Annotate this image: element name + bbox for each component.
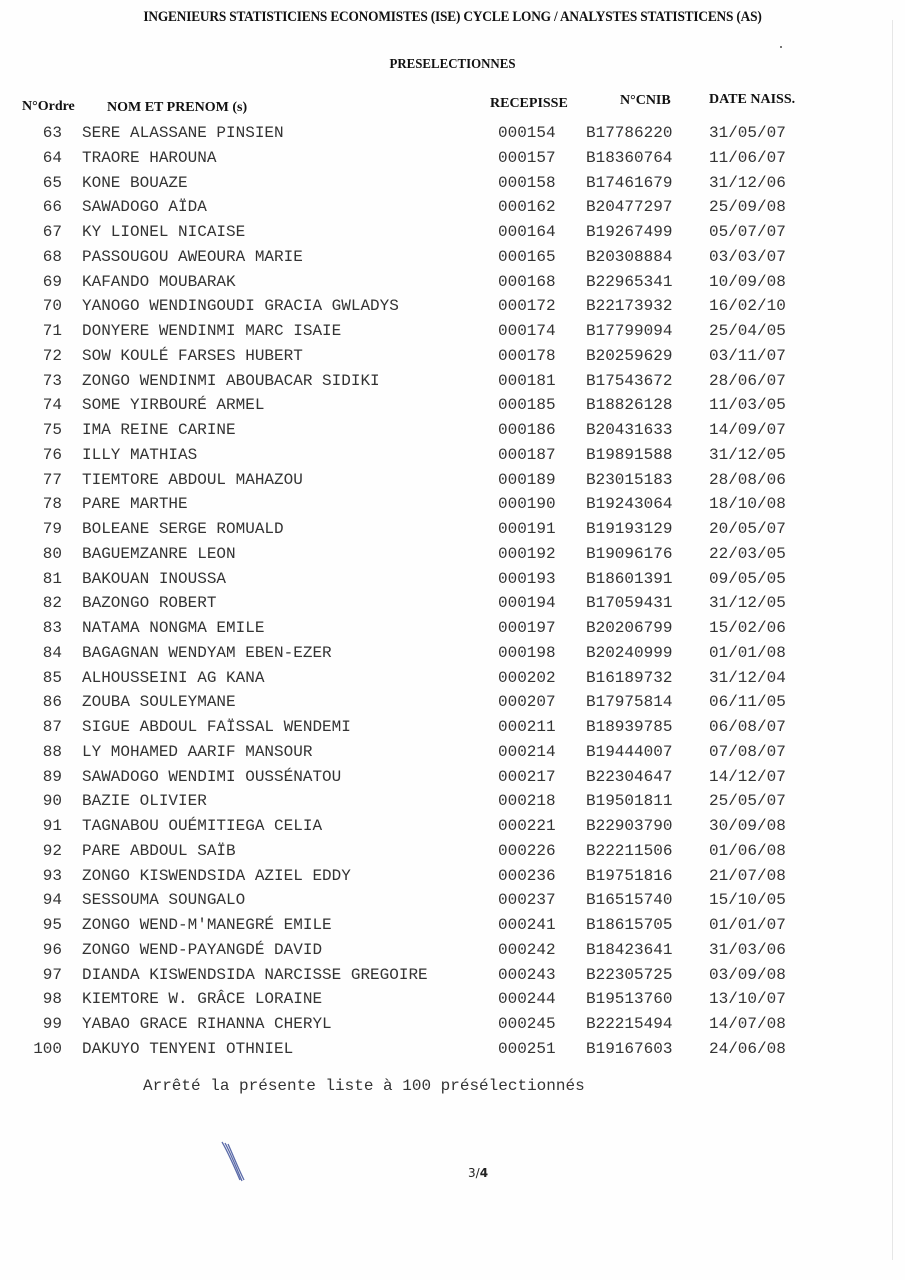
row-cnib: B19891588 <box>586 445 673 464</box>
document-subtitle: PRESELECTIONNES <box>389 57 516 72</box>
row-receipt: 000214 <box>498 742 556 761</box>
row-order: 100 <box>33 1039 62 1058</box>
row-order: 82 <box>42 594 62 613</box>
row-birth-date: 11/06/07 <box>709 148 786 167</box>
table-row <box>0 891 905 916</box>
document-title: INGENIEURS STATISTICIENS ECONOMISTES (ISE) CYCLE LONG / ANALYSTES STATISTICENS (AS) <box>143 9 762 25</box>
row-receipt: 000178 <box>498 346 556 365</box>
row-order: 97 <box>42 965 62 984</box>
table-row <box>0 570 905 595</box>
row-birth-date: 30/09/08 <box>709 817 786 835</box>
page-number <box>468 1166 488 1180</box>
table-row <box>0 941 905 966</box>
row-order: 89 <box>42 767 62 786</box>
row-order: 90 <box>42 792 62 811</box>
closing-statement: Arrêté la présente liste à 100 présélectionnés <box>143 1077 585 1095</box>
table-row <box>0 743 905 768</box>
row-name: YABAO GRACE RIHANNA CHERYL <box>82 1015 332 1033</box>
row-name: SOME YIRBOURÉ ARMEL <box>82 396 265 415</box>
row-birth-date: 31/03/06 <box>709 940 786 959</box>
row-cnib: B20206799 <box>586 619 673 637</box>
page-total: 4 <box>479 1166 489 1180</box>
row-birth-date: 01/06/08 <box>709 841 786 860</box>
table-row <box>0 174 905 199</box>
row-receipt: 000243 <box>498 965 556 984</box>
row-cnib: B20308884 <box>586 247 673 266</box>
table-row <box>0 867 905 892</box>
row-receipt: 000251 <box>498 1039 556 1058</box>
table-row <box>0 248 905 273</box>
row-cnib: B20431633 <box>586 421 673 439</box>
row-name: DONYERE WENDINMI MARC ISAIE <box>82 322 342 340</box>
row-name: KY LIONEL NICAISE <box>82 223 246 241</box>
table-row <box>0 273 905 298</box>
table-row <box>0 693 905 718</box>
row-birth-date: 13/10/07 <box>709 990 786 1009</box>
row-cnib: B19444007 <box>586 742 673 761</box>
row-cnib: B19267499 <box>586 223 673 241</box>
row-birth-date: 20/05/07 <box>709 520 786 538</box>
row-name: DIANDA KISWENDSIDA NARCISSE GREGOIRE <box>82 965 428 984</box>
row-receipt: 000194 <box>498 594 556 613</box>
column-header-cnib: N°CNIB <box>620 93 671 108</box>
row-cnib: B19096176 <box>586 544 673 563</box>
row-birth-date: 31/12/05 <box>709 594 786 613</box>
row-order: 80 <box>42 544 62 563</box>
row-receipt: 000158 <box>498 173 556 192</box>
page-current: 3 <box>468 1166 476 1180</box>
column-header-order: N°Ordre <box>22 99 75 114</box>
row-order: 96 <box>42 940 62 959</box>
table-row <box>0 1015 905 1040</box>
row-order: 85 <box>42 668 62 687</box>
row-receipt: 000162 <box>498 198 556 217</box>
row-name: BOLEANE SERGE ROMUALD <box>82 520 284 538</box>
row-name: SESSOUMA SOUNGALO <box>82 891 246 910</box>
row-order: 70 <box>42 297 62 316</box>
table-row <box>0 396 905 421</box>
row-birth-date: 31/12/06 <box>709 173 786 192</box>
row-cnib: B16515740 <box>586 891 673 910</box>
row-receipt: 000193 <box>498 569 556 588</box>
column-header-name: NOM ET PRENOM (s) <box>107 100 248 115</box>
row-receipt: 000221 <box>498 817 556 835</box>
row-name: KAFANDO MOUBARAK <box>82 272 236 291</box>
row-name: SAWADOGO AÏDA <box>82 198 207 217</box>
row-order: 73 <box>42 371 62 390</box>
row-birth-date: 03/09/08 <box>709 965 786 984</box>
table-row <box>0 124 905 149</box>
row-cnib: B20240999 <box>586 643 673 662</box>
row-cnib: B22304647 <box>586 767 673 786</box>
row-cnib: B18615705 <box>586 916 673 934</box>
row-cnib: B18939785 <box>586 718 673 736</box>
row-order: 76 <box>42 445 62 464</box>
row-receipt: 000164 <box>498 223 556 241</box>
row-birth-date: 03/03/07 <box>709 247 786 266</box>
row-cnib: B16189732 <box>586 668 673 687</box>
row-name: PARE MARTHE <box>82 495 188 514</box>
row-name: YANOGO WENDINGOUDI GRACIA GWLADYS <box>82 297 399 316</box>
row-receipt: 000207 <box>498 693 556 712</box>
row-order: 98 <box>42 990 62 1009</box>
row-receipt: 000186 <box>498 421 556 439</box>
table-row <box>0 446 905 471</box>
row-order: 66 <box>42 198 62 217</box>
row-receipt: 000154 <box>498 124 556 142</box>
scan-speck <box>780 46 782 48</box>
row-name: ILLY MATHIAS <box>82 445 198 464</box>
row-birth-date: 14/12/07 <box>709 767 786 786</box>
row-cnib: B23015183 <box>586 470 673 489</box>
row-name: NATAMA NONGMA EMILE <box>82 619 265 637</box>
row-name: PARE ABDOUL SAÏB <box>82 841 236 860</box>
row-birth-date: 31/12/05 <box>709 445 786 464</box>
row-receipt: 000241 <box>498 916 556 934</box>
row-receipt: 000165 <box>498 247 556 266</box>
row-order: 91 <box>42 817 62 835</box>
row-order: 94 <box>42 891 62 910</box>
row-receipt: 000211 <box>498 718 556 736</box>
row-order: 84 <box>42 643 62 662</box>
row-cnib: B20477297 <box>586 198 673 217</box>
row-cnib: B22215494 <box>586 1015 673 1033</box>
row-order: 86 <box>42 693 62 712</box>
row-cnib: B17799094 <box>586 322 673 340</box>
row-cnib: B22305725 <box>586 965 673 984</box>
row-cnib: B22965341 <box>586 272 673 291</box>
row-receipt: 000168 <box>498 272 556 291</box>
row-name: LY MOHAMED AARIF MANSOUR <box>82 742 313 761</box>
row-cnib: B19243064 <box>586 495 673 514</box>
row-cnib: B17059431 <box>586 594 673 613</box>
row-name: SIGUE ABDOUL FAÏSSAL WENDEMI <box>82 718 351 736</box>
table-row <box>0 792 905 817</box>
table-row <box>0 594 905 619</box>
table-row <box>0 669 905 694</box>
row-name: SOW KOULÉ FARSES HUBERT <box>82 346 303 365</box>
row-order: 75 <box>42 421 62 439</box>
table-row <box>0 322 905 347</box>
row-name: ZONGO WENDINMI ABOUBACAR SIDIKI <box>82 371 380 390</box>
row-name: ZOUBA SOULEYMANE <box>82 693 236 712</box>
row-receipt: 000198 <box>498 643 556 662</box>
row-order: 64 <box>42 148 62 167</box>
row-name: DAKUYO TENYENI OTHNIEL <box>82 1039 294 1058</box>
row-order: 78 <box>42 495 62 514</box>
row-name: KIEMTORE W. GRÂCE LORAINE <box>82 990 323 1009</box>
row-cnib: B22173932 <box>586 297 673 316</box>
table-row <box>0 421 905 446</box>
row-birth-date: 25/09/08 <box>709 198 786 217</box>
row-order: 93 <box>42 866 62 885</box>
row-birth-date: 28/06/07 <box>709 371 786 390</box>
row-receipt: 000244 <box>498 990 556 1009</box>
row-name: KONE BOUAZE <box>82 173 188 192</box>
row-order: 95 <box>42 916 62 934</box>
row-name: SERE ALASSANE PINSIEN <box>82 124 284 142</box>
row-birth-date: 31/05/07 <box>709 124 786 142</box>
row-name: SAWADOGO WENDIMI OUSSÉNATOU <box>82 767 342 786</box>
row-cnib: B18360764 <box>586 148 673 167</box>
row-cnib: B19501811 <box>586 792 673 811</box>
table-row <box>0 842 905 867</box>
row-name: ZONGO KISWENDSIDA AZIEL EDDY <box>82 866 351 885</box>
row-receipt: 000226 <box>498 841 556 860</box>
row-birth-date: 16/02/10 <box>709 297 786 316</box>
row-order: 81 <box>42 569 62 588</box>
row-order: 77 <box>42 470 62 489</box>
row-order: 99 <box>42 1015 62 1033</box>
row-cnib: B17975814 <box>586 693 673 712</box>
row-receipt: 000189 <box>498 470 556 489</box>
row-receipt: 000236 <box>498 866 556 885</box>
row-receipt: 000190 <box>498 495 556 514</box>
table-row <box>0 817 905 842</box>
row-name: ALHOUSSEINI AG KANA <box>82 668 265 687</box>
table-row <box>0 372 905 397</box>
table-row <box>0 223 905 248</box>
table-row <box>0 768 905 793</box>
row-birth-date: 14/07/08 <box>709 1015 786 1033</box>
row-birth-date: 28/08/06 <box>709 470 786 489</box>
row-receipt: 000197 <box>498 619 556 637</box>
row-cnib: B17786220 <box>586 124 673 142</box>
row-birth-date: 07/08/07 <box>709 742 786 761</box>
table-row <box>0 347 905 372</box>
row-name: BAZIE OLIVIER <box>82 792 207 811</box>
row-birth-date: 11/03/05 <box>709 396 786 415</box>
row-receipt: 000245 <box>498 1015 556 1033</box>
table-row <box>0 471 905 496</box>
row-birth-date: 05/07/07 <box>709 223 786 241</box>
row-birth-date: 06/11/05 <box>709 693 786 712</box>
row-birth-date: 31/12/04 <box>709 668 786 687</box>
row-order: 74 <box>42 396 62 415</box>
table-row <box>0 1040 905 1065</box>
row-receipt: 000192 <box>498 544 556 563</box>
row-order: 67 <box>42 223 62 241</box>
row-birth-date: 24/06/08 <box>709 1039 786 1058</box>
row-cnib: B18826128 <box>586 396 673 415</box>
row-order: 68 <box>42 247 62 266</box>
row-cnib: B17461679 <box>586 173 673 192</box>
row-birth-date: 22/03/05 <box>709 544 786 563</box>
row-order: 79 <box>42 520 62 538</box>
row-cnib: B18601391 <box>586 569 673 588</box>
table-row <box>0 495 905 520</box>
row-birth-date: 25/05/07 <box>709 792 786 811</box>
row-order: 92 <box>42 841 62 860</box>
row-receipt: 000202 <box>498 668 556 687</box>
table-row <box>0 149 905 174</box>
row-birth-date: 01/01/07 <box>709 916 786 934</box>
row-name: BAGAGNAN WENDYAM EBEN-EZER <box>82 643 332 662</box>
column-header-birth-date: DATE NAISS. <box>709 92 796 107</box>
row-order: 63 <box>42 124 62 142</box>
row-receipt: 000217 <box>498 767 556 786</box>
table-row <box>0 718 905 743</box>
row-cnib: B19193129 <box>586 520 673 538</box>
row-order: 83 <box>42 619 62 637</box>
column-header-receipt: RECEPISSE <box>490 96 568 111</box>
row-receipt: 000185 <box>498 396 556 415</box>
row-birth-date: 01/01/08 <box>709 643 786 662</box>
table-row <box>0 545 905 570</box>
row-order: 65 <box>42 173 62 192</box>
row-birth-date: 15/10/05 <box>709 891 786 910</box>
row-name: BAZONGO ROBERT <box>82 594 217 613</box>
row-order: 69 <box>42 272 62 291</box>
row-name: PASSOUGOU AWEOURA MARIE <box>82 247 303 266</box>
row-receipt: 000172 <box>498 297 556 316</box>
row-cnib: B19513760 <box>586 990 673 1009</box>
table-row <box>0 916 905 941</box>
row-birth-date: 14/09/07 <box>709 421 786 439</box>
row-cnib: B22211506 <box>586 841 673 860</box>
row-receipt: 000157 <box>498 148 556 167</box>
table-row <box>0 990 905 1015</box>
table-row <box>0 619 905 644</box>
row-birth-date: 18/10/08 <box>709 495 786 514</box>
row-receipt: 000237 <box>498 891 556 910</box>
row-order: 72 <box>42 346 62 365</box>
row-birth-date: 21/07/08 <box>709 866 786 885</box>
row-receipt: 000191 <box>498 520 556 538</box>
signature-icon <box>218 1140 248 1185</box>
row-birth-date: 09/05/05 <box>709 569 786 588</box>
row-birth-date: 25/04/05 <box>709 322 786 340</box>
row-order: 71 <box>42 322 62 340</box>
row-cnib: B19751816 <box>586 866 673 885</box>
row-birth-date: 03/11/07 <box>709 346 786 365</box>
row-cnib: B17543672 <box>586 371 673 390</box>
row-cnib: B20259629 <box>586 346 673 365</box>
row-name: TIEMTORE ABDOUL MAHAZOU <box>82 470 303 489</box>
row-name: ZONGO WEND-M'MANEGRÉ EMILE <box>82 916 332 934</box>
page-separator: / <box>475 1166 480 1180</box>
table-row <box>0 966 905 991</box>
row-name: TAGNABOU OUÉMITIEGA CELIA <box>82 817 323 835</box>
table-row <box>0 520 905 545</box>
row-name: BAGUEMZANRE LEON <box>82 544 236 563</box>
row-order: 88 <box>42 742 62 761</box>
row-receipt: 000174 <box>498 322 556 340</box>
row-name: TRAORE HAROUNA <box>82 148 217 167</box>
row-cnib: B22903790 <box>586 817 673 835</box>
table-row <box>0 297 905 322</box>
row-name: BAKOUAN INOUSSA <box>82 569 227 588</box>
table-row <box>0 644 905 669</box>
row-cnib: B18423641 <box>586 940 673 959</box>
row-name: IMA REINE CARINE <box>82 421 236 439</box>
row-name: ZONGO WEND-PAYANGDÉ DAVID <box>82 940 323 959</box>
row-receipt: 000181 <box>498 371 556 390</box>
row-order: 87 <box>42 718 62 736</box>
row-birth-date: 15/02/06 <box>709 619 786 637</box>
row-birth-date: 10/09/08 <box>709 272 786 291</box>
row-birth-date: 06/08/07 <box>709 718 786 736</box>
row-receipt: 000242 <box>498 940 556 959</box>
row-receipt: 000187 <box>498 445 556 464</box>
row-receipt: 000218 <box>498 792 556 811</box>
table-row <box>0 198 905 223</box>
row-cnib: B19167603 <box>586 1039 673 1058</box>
